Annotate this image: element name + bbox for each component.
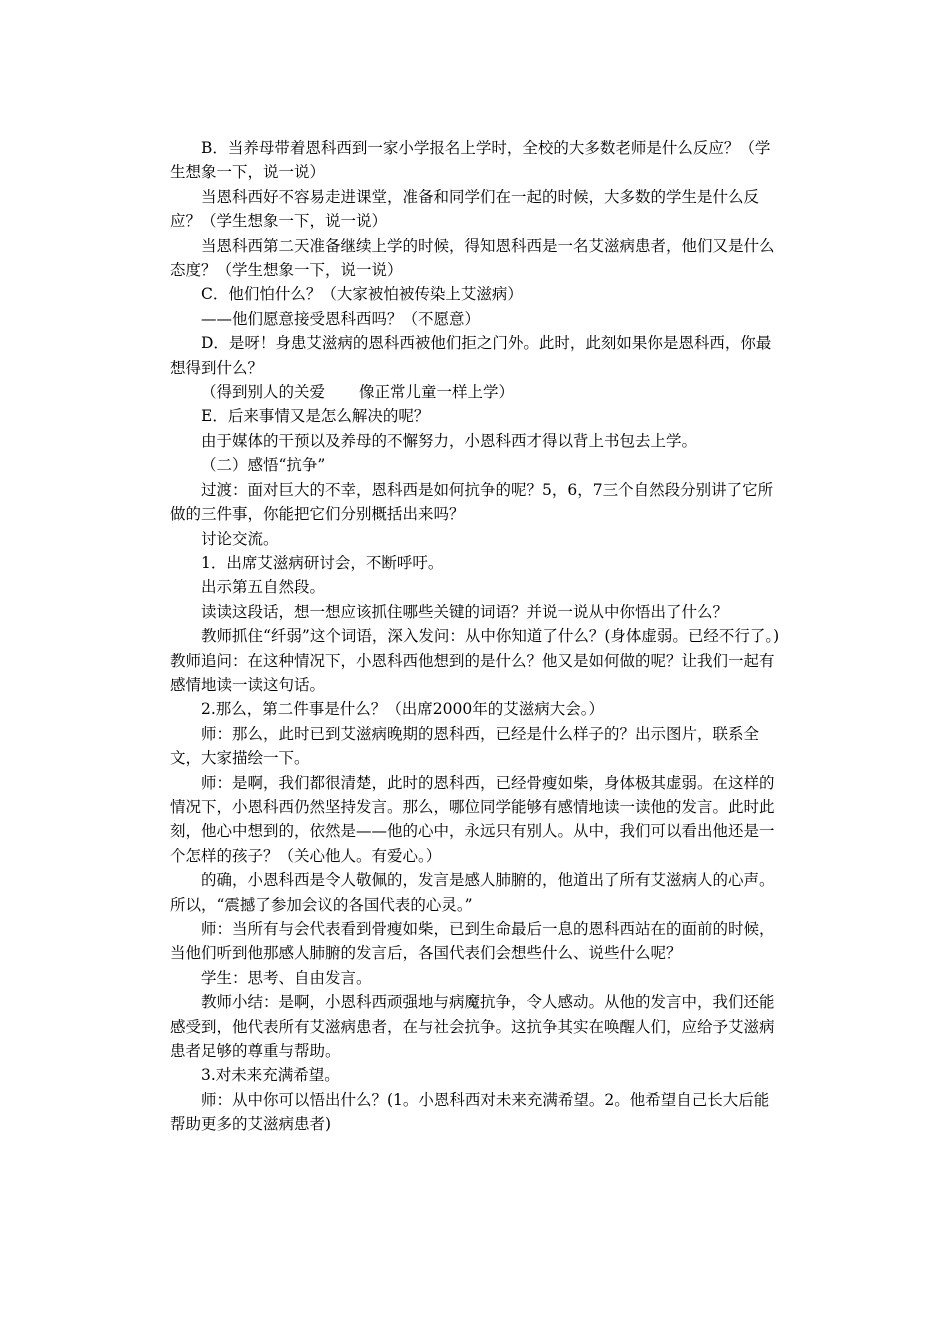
paragraph-delegates: 师：当所有与会代表看到骨瘦如柴，已到生命最后一息的恩科西站在的面前的时候，当他们听到他那感人肺腑的发言后，各国代表们会想些什么、说些什么呢？ [170,920,775,963]
paragraph-item-2: 2.那么，第二件事是什么？（出席2000年的艾滋病大会。） [201,700,604,719]
document-body [170,136,782,1137]
paragraph-teacher-speech: 师：是啊，我们都很清楚，此时的恩科西，已经骨瘦如柴，身体极其虚弱。在这样的情况下，小恩科西仍然坚持发言。那么，哪位同学能够有感情地读一读他的发言。此时此刻，他心中想到的，依然是——他的心中，永远只有别人。从中，我们可以看出他还是一个怎样的孩子？（关心他人。有爱心。） [170,773,775,865]
paragraph-show-fifth: 出示第五自然段。 [201,578,326,597]
paragraph-students-reaction: 当恩科西好不容易走进课堂，准备和同学们在一起的时候，大多数的学生是什么反应？（学生想象一下，说一说） [170,187,760,231]
paragraph-b: B．当养母带着恩科西到一家小学报名上学时，全校的大多数老师是什么反应？（学生想象一下，说一说） [170,139,771,182]
paragraph-c: C．他们怕什么？（大家被怕被传染上艾滋病） [201,285,523,304]
paragraph-e: E．后来事情又是怎么解决的呢？ [201,407,430,426]
section-heading-struggle: （二）感悟“抗争” [201,456,326,475]
paragraph-teacher-frail: 教师抓住“纤弱”这个词语，深入发问：从中你知道了什么？(身体虚弱。已经不行了。)教师追问：在这种情况下，小恩科西他想到的是什么？他又是如何做的呢？让我们一起有感情地读一读这句话。 [170,627,780,694]
paragraph-discussion: 讨论交流。 [201,529,279,548]
answer-school: 像正常儿童一样上学） [359,383,515,402]
paragraph-summary: 教师小结：是啊，小恩科西顽强地与病魔抗争，令人感动。从他的发言中，我们还能感受到，他代表所有艾滋病患者，在与社会抗争。这抗争其实在唤醒人们，应给予艾滋病患者足够的尊重与帮助。 [170,993,775,1061]
paragraph-admirable: 的确，小恩科西是令人敬佩的，发言是感人肺腑的，他道出了所有艾滋病人的心声。所以，“震撼了参加会议的各国代表的心灵。” [170,871,775,914]
paragraph-item-3: 3.对未来充满希望。 [201,1066,340,1085]
paragraph-d-answer [170,380,782,404]
paragraph-students-speak: 学生：思考、自由发言。 [201,968,372,987]
paragraph-hope: 师：从中你可以悟出什么？(1。小恩科西对未来充满希望。2。他希望自己长大后能帮助更多的艾滋病患者) [170,1090,770,1134]
answer-care: （得到别人的关爱 [201,383,326,402]
paragraph-item-1: 1．出席艾滋病研讨会，不断呼吁。 [201,553,444,572]
paragraph-teacher-image: 师：那么，此时已到艾滋病晚期的恩科西，已经是什么样子的？出示图片，联系全文，大家描绘一下。 [170,724,760,768]
paragraph-d: D．是呀！身患艾滋病的恩科西被他们拒之门外。此时，此刻如果你是恩科西，你最想得到什么？ [170,334,772,377]
paragraph-transition: 过渡：面对巨大的不幸，恩科西是如何抗争的呢？5，6，7三个自然段分别讲了它所做的三件事，你能把它们分别概括出来吗？ [170,480,774,524]
paragraph-second-day: 当恩科西第二天准备继续上学的时候，得知恩科西是一名艾滋病患者，他们又是什么态度？（学生想象一下，说一说） [170,236,775,280]
paragraph-read: 读读这段话，想一想应该抓住哪些关键的词语？并说一说从中你悟出了什么？ [201,602,729,621]
paragraph-resolution: 由于媒体的干预以及养母的不懈努力，小恩科西才得以背上书包去上学。 [201,431,698,450]
paragraph-accept: ——他们愿意接受恩科西吗？（不愿意） [201,309,481,328]
